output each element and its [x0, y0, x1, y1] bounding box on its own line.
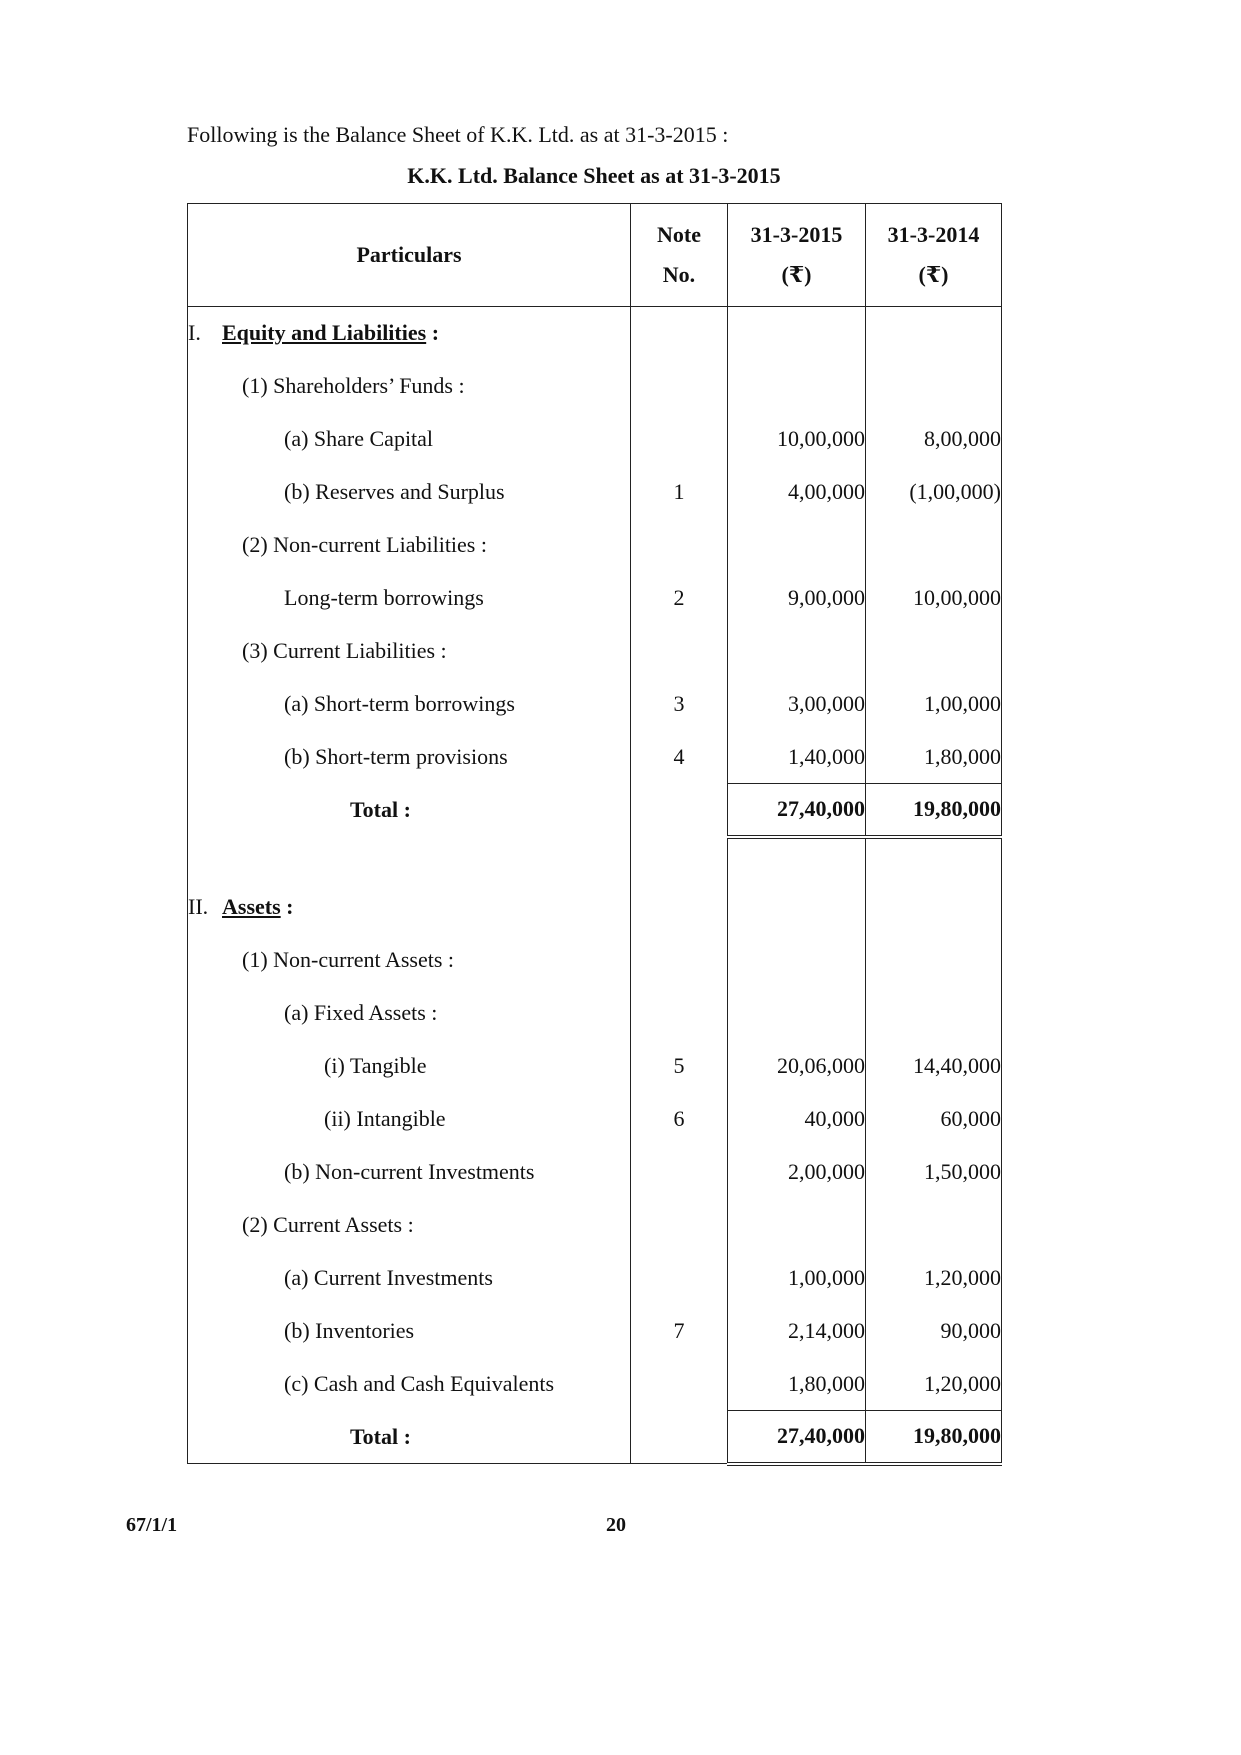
table-row [188, 572, 1002, 625]
row-label: (a) Share Capital [188, 413, 631, 466]
table-row [188, 1199, 1002, 1252]
row-2015: 40,000 [728, 1093, 866, 1146]
row-label: (a) Current Investments [188, 1252, 631, 1305]
row-note [631, 1252, 728, 1305]
subheading-current-assets: (2) Current Assets : [188, 1199, 631, 1252]
table-row [188, 1146, 1002, 1199]
table-row [188, 987, 1002, 1040]
table-row [188, 678, 1002, 731]
total-row-assets [188, 1411, 1002, 1464]
row-2014: 1,50,000 [866, 1146, 1002, 1199]
table-row [188, 360, 1002, 413]
subheading-shareholders-funds: (1) Shareholders’ Funds : [188, 360, 631, 413]
total-2014: 19,80,000 [866, 784, 1002, 837]
row-2014: 60,000 [866, 1093, 1002, 1146]
balance-sheet-title: K.K. Ltd. Balance Sheet as at 31-3-2015 [407, 163, 781, 188]
paper-code: 67/1/1 [126, 1514, 178, 1536]
header-2014: 31-3-2014 (₹) [866, 204, 1002, 307]
row-label: (i) Tangible [188, 1040, 631, 1093]
row-2015: 2,14,000 [728, 1305, 866, 1358]
header-row [188, 204, 1002, 307]
total-label: Total : [188, 1411, 631, 1464]
row-note: 3 [631, 678, 728, 731]
row-label: (b) Non-current Investments [188, 1146, 631, 1199]
row-2014: 8,00,000 [866, 413, 1002, 466]
row-note: 2 [631, 572, 728, 625]
row-2014: (1,00,000) [866, 466, 1002, 519]
row-label: (a) Short-term borrowings [188, 678, 631, 731]
row-note [631, 1146, 728, 1199]
row-label: (ii) Intangible [188, 1093, 631, 1146]
row-2015: 3,00,000 [728, 678, 866, 731]
section-heading-equity: I. Equity and Liabilities : [188, 307, 631, 360]
table-row [188, 934, 1002, 987]
row-note: 6 [631, 1093, 728, 1146]
header-particulars: Particulars [188, 204, 631, 307]
row-2015: 2,00,000 [728, 1146, 866, 1199]
total-row-equity [188, 784, 1002, 837]
row-2015: 4,00,000 [728, 466, 866, 519]
row-note: 4 [631, 731, 728, 784]
total-label: Total : [188, 784, 631, 837]
balance-sheet-table [187, 203, 1002, 1466]
table-row [188, 466, 1002, 519]
total-2015: 27,40,000 [728, 1411, 866, 1464]
page-number: 20 [606, 1514, 626, 1536]
intro-text: Following is the Balance Sheet of K.K. Ltd. as at 31-3-2015 : [187, 122, 729, 147]
row-2014: 1,20,000 [866, 1252, 1002, 1305]
row-label: (b) Inventories [188, 1305, 631, 1358]
row-2015: 10,00,000 [728, 413, 866, 466]
subheading-current-liabilities: (3) Current Liabilities : [188, 625, 631, 678]
row-2015: 20,06,000 [728, 1040, 866, 1093]
header-note: Note No. [631, 204, 728, 307]
row-2015: 9,00,000 [728, 572, 866, 625]
row-2014: 1,00,000 [866, 678, 1002, 731]
total-2014: 19,80,000 [866, 1411, 1002, 1464]
table-row [188, 1040, 1002, 1093]
row-label: (c) Cash and Cash Equivalents [188, 1358, 631, 1411]
subheading-noncurrent-liabilities: (2) Non-current Liabilities : [188, 519, 631, 572]
table-row [188, 307, 1002, 360]
row-2015: 1,00,000 [728, 1252, 866, 1305]
row-label: (b) Reserves and Surplus [188, 466, 631, 519]
row-2014: 14,40,000 [866, 1040, 1002, 1093]
row-label: Long-term borrowings [188, 572, 631, 625]
table-row [188, 1252, 1002, 1305]
row-note: 5 [631, 1040, 728, 1093]
row-note [631, 413, 728, 466]
header-2015: 31-3-2015 (₹) [728, 204, 866, 307]
row-2015: 1,80,000 [728, 1358, 866, 1411]
row-2014: 1,80,000 [866, 731, 1002, 784]
table-row [188, 731, 1002, 784]
row-note: 7 [631, 1305, 728, 1358]
section-heading-assets: II. Assets : [188, 881, 631, 934]
table-row [188, 625, 1002, 678]
spacer-row [188, 837, 1002, 881]
table-row [188, 881, 1002, 934]
total-2015: 27,40,000 [728, 784, 866, 837]
subheading-noncurrent-assets: (1) Non-current Assets : [188, 934, 631, 987]
row-2015: 1,40,000 [728, 731, 866, 784]
row-label: (b) Short-term provisions [188, 731, 631, 784]
table-row [188, 1358, 1002, 1411]
row-2014: 10,00,000 [866, 572, 1002, 625]
table-row [188, 413, 1002, 466]
row-note: 1 [631, 466, 728, 519]
row-note [631, 1358, 728, 1411]
subheading-fixed-assets: (a) Fixed Assets : [188, 987, 631, 1040]
table-row [188, 1093, 1002, 1146]
row-2014: 1,20,000 [866, 1358, 1002, 1411]
table-row [188, 1305, 1002, 1358]
row-2014: 90,000 [866, 1305, 1002, 1358]
table-row [188, 519, 1002, 572]
